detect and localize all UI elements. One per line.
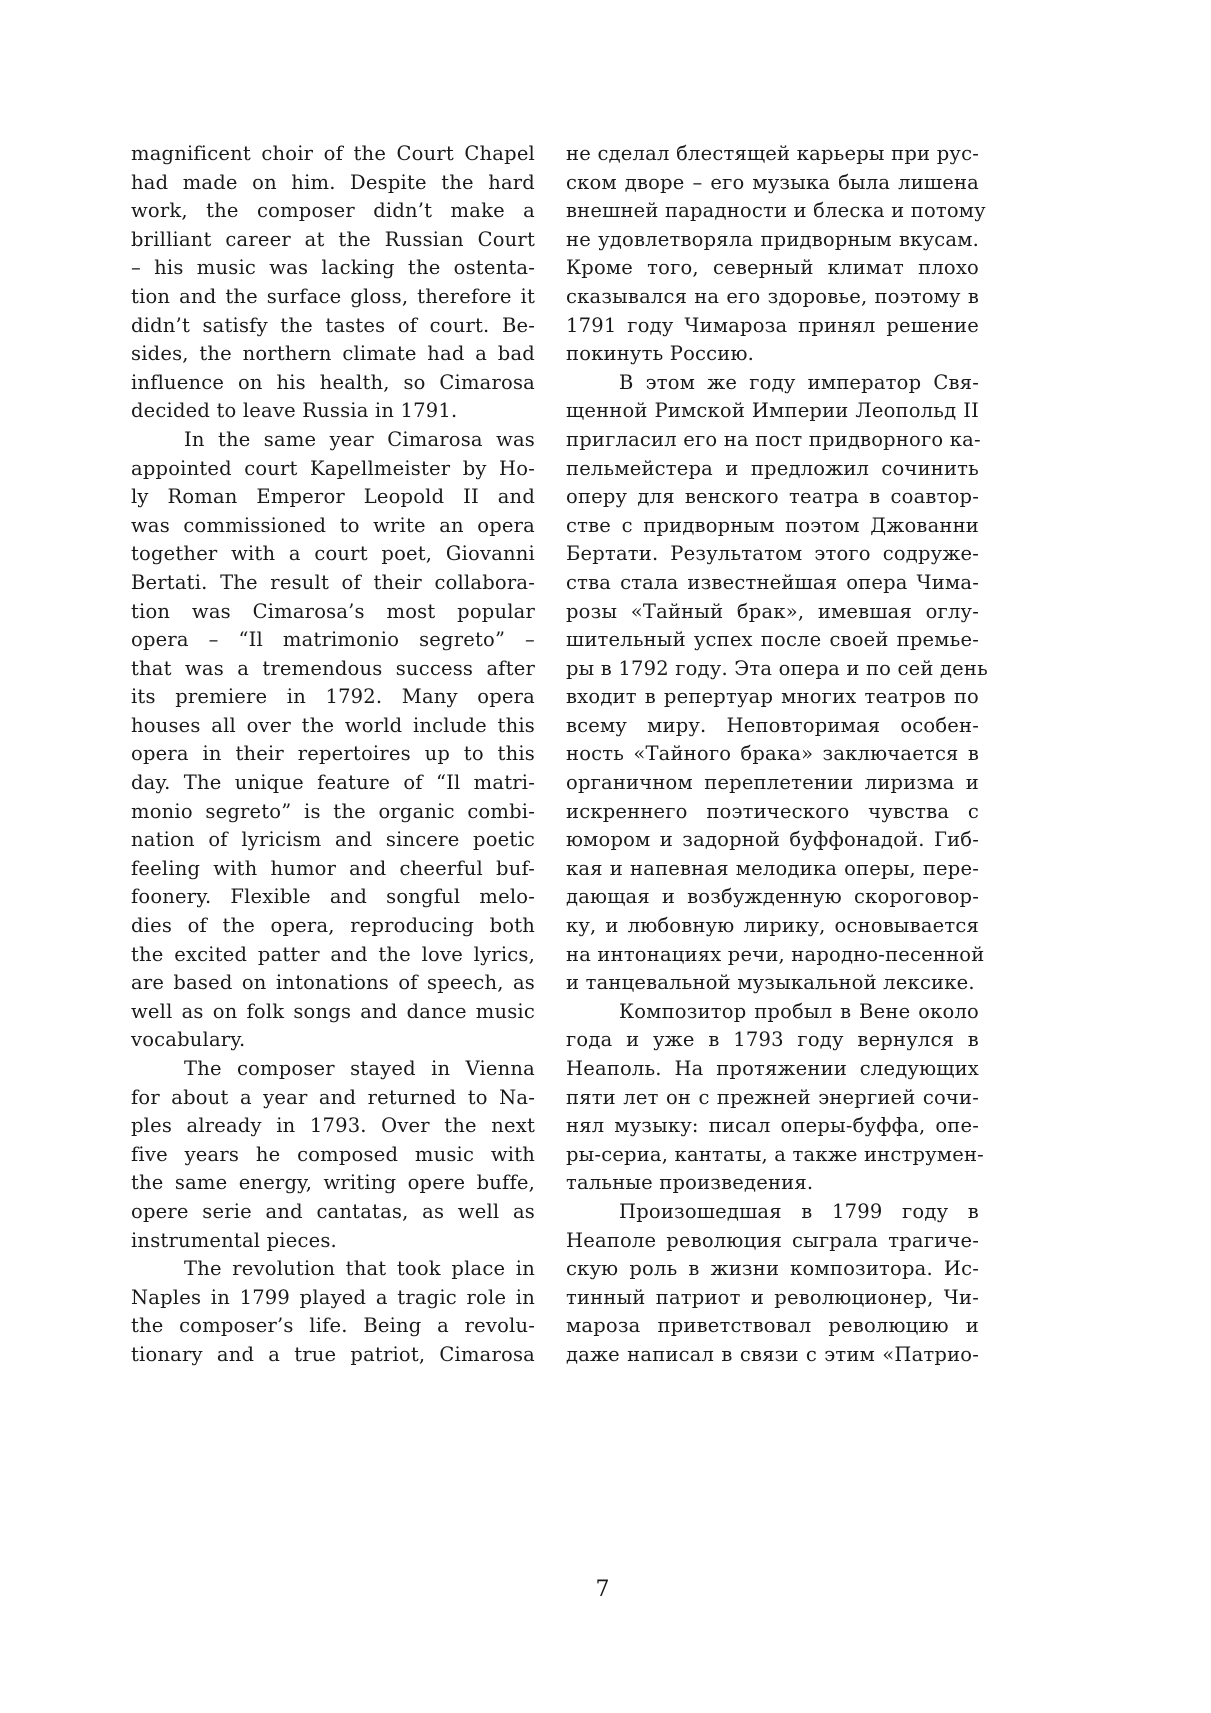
text-line: оперу для венского театра в соавтор- — [566, 485, 979, 509]
text-line: Неаполе революция сыграла трагиче- — [566, 1228, 979, 1252]
text-line: was commissioned to write an opera — [131, 513, 535, 537]
text-line: the excited patter and the love lyrics, — [131, 942, 535, 966]
text-line: In the same year Cimarosa was — [184, 427, 535, 451]
text-line: дающая и возбужденную скороговор- — [566, 885, 979, 909]
text-line: пельмейстера и предложил сочинить — [566, 456, 979, 480]
text-line: кая и напевная мелодика оперы, пере- — [566, 856, 979, 880]
text-line: tion and the surface gloss, therefore it — [131, 284, 535, 308]
text-line: покинуть Россию. — [566, 342, 755, 366]
text-line: Неаполь. На протяжении следующих — [566, 1057, 979, 1080]
text-line: The composer stayed in Vienna — [184, 1057, 535, 1080]
text-line: brilliant career at the Russian Court — [131, 227, 535, 251]
text-line: В этом же году император Свя- — [619, 370, 979, 394]
text-line: ры-сериа, кантаты, а также инструмен- — [566, 1142, 984, 1166]
text-line: had made on him. Despite the hard — [131, 170, 535, 194]
text-line: 1791 году Чимароза принял решение — [566, 313, 979, 337]
text-line: Бертати. Результатом этого содруже- — [566, 542, 979, 566]
text-line: – his music was lacking the ostenta- — [131, 256, 535, 280]
text-line: нял музыку: писал оперы-буффа, опе- — [566, 1114, 979, 1138]
text-line: opera – “Il matrimonio segreto” – — [131, 628, 535, 652]
text-line: ства стала известнейшая опера Чима- — [566, 570, 979, 594]
text-line: didn’t satisfy the tastes of court. Be- — [131, 313, 535, 337]
text-line: work, the composer didn’t make a — [131, 199, 535, 223]
text-line: Bertati. The result of their collabora- — [131, 570, 535, 594]
page-number: 7 — [595, 1577, 610, 1602]
text-line: are based on intonations of speech, as — [131, 971, 535, 995]
text-line: houses all over the world include this — [131, 713, 535, 737]
text-line: Naples in 1799 played a tragic role in — [131, 1285, 535, 1309]
text-line: тальные произведения. — [566, 1171, 814, 1195]
text-line: Композитор пробыл в Вене около — [619, 999, 979, 1023]
text-line: foonery. Flexible and songful melo- — [131, 885, 535, 909]
text-line: magnificent choir of the Court Chapel — [131, 142, 535, 165]
text-line: appointed court Kapellmeister by Ho- — [131, 456, 535, 480]
text-line: Произошедшая в 1799 году в — [619, 1199, 979, 1223]
text-line: dies of the opera, reproducing both — [131, 914, 535, 938]
text-line: входит в репертуар многих театров по — [566, 685, 979, 709]
text-line: мароза приветствовал революцию и — [566, 1314, 979, 1338]
text-line: сказывался на его здоровье, поэтому в — [566, 284, 979, 308]
text-line: day. The unique feature of “Il matri- — [131, 771, 535, 795]
text-line: sides, the northern climate had a bad — [131, 342, 535, 366]
text-line: influence on his health, so Cimarosa — [131, 370, 535, 394]
text-line: органичном переплетении лиризма и — [566, 771, 979, 795]
text-line: its premiere in 1792. Many opera — [131, 685, 535, 709]
text-line: юмором и задорной буффонадой. Гиб- — [566, 828, 979, 852]
text-line: The revolution that took place in — [184, 1257, 535, 1281]
text-line: for about a year and returned to Na- — [131, 1085, 535, 1109]
text-line: шительный успех после своей премье- — [566, 628, 979, 652]
text-line: ность «Тайного брака» заключается в — [566, 742, 979, 766]
english-column — [131, 140, 535, 1370]
text-line: года и уже в 1793 году вернулся в — [566, 1028, 979, 1052]
text-line: розы «Тайный брак», имевшая оглу- — [566, 599, 979, 623]
text-line: feeling with humor and cheerful buf- — [131, 856, 535, 880]
text-line: ры в 1792 году. Эта опера и по сей день — [566, 656, 988, 680]
text-line: внешней парадности и блеска и потому — [566, 199, 986, 223]
text-line: five years he composed music with — [131, 1142, 535, 1166]
text-line: Кроме того, северный климат плохо — [566, 256, 979, 280]
text-line: даже написал в связи с этим «Патрио- — [566, 1342, 979, 1366]
text-line: together with a court poet, Giovanni — [131, 542, 535, 566]
text-line: instrumental pieces. — [131, 1228, 337, 1252]
text-line: the composer’s life. Being a revolu- — [131, 1314, 535, 1338]
text-line: decided to leave Russia in 1791. — [131, 399, 458, 423]
text-line: nation of lyricism and sincere poetic — [131, 828, 535, 852]
text-line: скую роль в жизни композитора. Ис- — [566, 1257, 979, 1281]
text-line: monio segreto” is the organic combi- — [131, 799, 535, 823]
text-line: всему миру. Неповторимая особен- — [566, 713, 979, 737]
text-line: пяти лет он с прежней энергией сочи- — [566, 1085, 979, 1109]
text-line: that was a tremendous success after — [131, 656, 535, 680]
text-line: на интонациях речи, народно-песенной — [566, 942, 985, 966]
text-line: the same energy, writing opere buffe, — [131, 1171, 535, 1195]
text-line: vocabulary. — [131, 1028, 246, 1052]
text-line: пригласил его на пост придворного ка- — [566, 427, 981, 451]
text-line: opera in their repertoires up to this — [131, 742, 535, 766]
text-line: щенной Римской Империи Леопольд II — [566, 399, 979, 423]
russian-column — [566, 140, 988, 1370]
text-line: искреннего поэтического чувства с — [566, 799, 979, 823]
text-line: тинный патриот и революционер, Чи- — [566, 1285, 979, 1309]
text-line: opere serie and cantatas, as well as — [131, 1199, 535, 1223]
text-line: ly Roman Emperor Leopold II and — [131, 485, 535, 509]
text-line: tionary and a true patriot, Cimarosa — [131, 1342, 535, 1366]
text-line: well as on folk songs and dance music — [131, 999, 535, 1023]
text-line: не удовлетворяла придворным вкусам. — [566, 227, 979, 251]
text-line: tion was Cimarosa’s most popular — [131, 599, 535, 623]
text-line: ском дворе – его музыка была лишена — [566, 170, 979, 194]
text-line: ples already in 1793. Over the next — [131, 1114, 535, 1138]
text-line: и танцевальной музыкальной лексике. — [566, 971, 975, 995]
text-line: не сделал блестящей карьеры при рус- — [566, 142, 979, 165]
text-line: ку, и любовную лирику, основывается — [566, 914, 979, 938]
text-line: стве с придворным поэтом Джованни — [566, 513, 979, 537]
